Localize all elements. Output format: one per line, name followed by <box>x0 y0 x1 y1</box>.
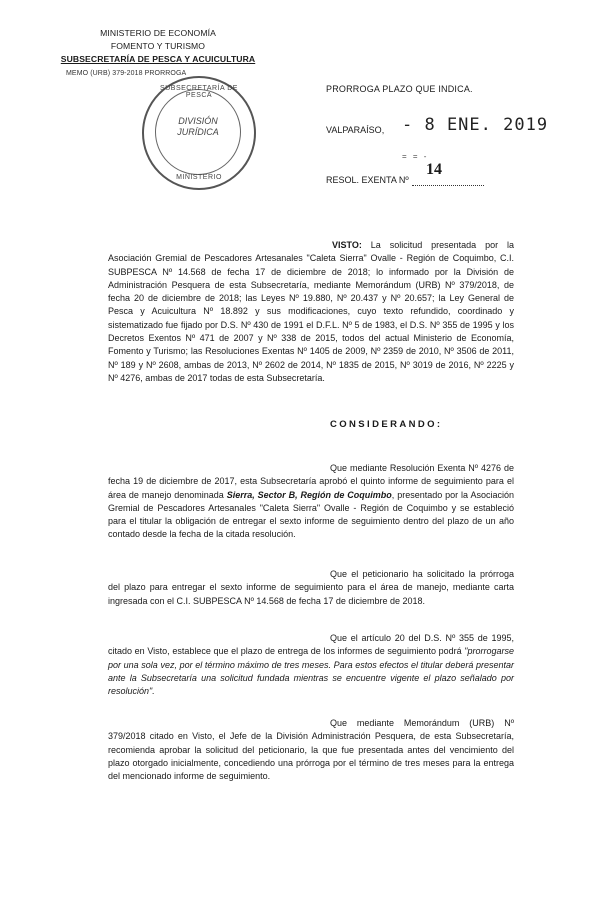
resolution-number-line <box>412 161 484 186</box>
c2-text: Que el peticionario ha solicitado la prórroga del plazo para entregar el sexto informe de seguimiento para el área de manejo, mediante carta ingresada con el C.I. SUBPESCA Nº 14.568 de fecha 17 de diciembre de 2018. <box>108 569 514 606</box>
c3-text: Que el artículo 20 del D.S. Nº 355 de 1995, citado en Visto, establece que el plazo de entrega de los informes de seguimiento podrá <box>108 633 514 657</box>
ministry-subname: FOMENTO Y TURISMO <box>110 41 206 51</box>
stamp-center-text <box>144 116 252 138</box>
resolution-number: 14 <box>426 161 442 178</box>
resol-label: RESOL. EXENTA Nº <box>326 175 409 185</box>
c1-text-a: Que mediante Resolución Exenta Nº 4276 de fecha 19 de diciembre de 2017, esta Subsecretaría aprobó el quinto informe de seguimiento para el área de manejo denominada <box>108 463 514 500</box>
stamp-center-line1: DIVISIÓN <box>178 116 218 126</box>
considerando-heading: CONSIDERANDO: <box>330 419 443 430</box>
resolution-date-stamp: - 8 ENE. 2019 <box>402 115 549 135</box>
resolution-subject: PRORROGA PLAZO QUE INDICA. <box>326 84 473 94</box>
considerando-paragraph-3 <box>108 632 514 698</box>
memo-reference: MEMO (URB) 379-2018 PRORROGA <box>66 70 187 77</box>
visto-label: VISTO: <box>332 240 362 250</box>
stamp-bottom-text: MINISTERIO <box>176 174 222 181</box>
c3-quote: "prorrogarse por una sola vez, por el término máximo de tres meses. Para estos efectos el titular deberá presentar ante la Subsecretaría una solicitud fundada mientras se encuentre vigente el plazo señalado por resolución". <box>108 646 514 697</box>
stamp-center-line2: JURÍDICA <box>177 127 219 137</box>
c1-area-name: Sierra, Sector B, Región de Coquimbo <box>226 489 392 500</box>
considerando-paragraph-1 <box>108 462 514 542</box>
stamp-top-text: SUBSECRETARÍA DE PESCA <box>160 85 238 99</box>
juridica-stamp <box>142 76 256 190</box>
visto-paragraph <box>108 239 514 385</box>
considerando-paragraph-2 <box>108 568 514 608</box>
c4-text: Que mediante Memorándum (URB) Nº 379/2018 citado en Visto, el Jefe de la División Administración Pesquera, de esta Subsecretaría, recomienda aprobar la solicitud del peticionario, la que fue presentada antes del vencimiento del plazo otorgado inicialmente, concediendo una prórroga por el término de tres meses para la entrega del mencionado informe de seguimiento. <box>108 718 514 782</box>
subsecretariat-name: SUBSECRETARÍA DE PESCA Y ACUICULTURA <box>60 54 256 64</box>
ministry-header <box>58 27 258 66</box>
ministry-name: MINISTERIO DE ECONOMÍA <box>100 28 216 38</box>
c1-text-b: , presentado por la Asociación Gremial de Pescadores Artesanales "Caleta Sierra" Ovalle - Región de Coquimbo y se estableció para el titular la obligación de entregar el sexto informe de seguimiento dentro del plazo de un año contado desde la fecha de la citada resolución. <box>108 489 514 540</box>
considerando-paragraph-4 <box>108 717 514 783</box>
visto-text: La solicitud presentada por la Asociación Gremial de Pescadores Artesanales "Caleta Sierra" Ovalle - Región de Coquimbo, C.I. SUBPESCA Nº 14.568 de fecha 17 de diciembre de 2018; lo informado por la División de Administración Pesquera de esta Subsecretaría, mediante Memorándum (URB) Nº 379/2018, de fecha 20 de diciembre de 2018; las Leyes Nº 19.880, Nº 20.437 y Nº 20.657; la Ley General de Pesca y Acuicultura Nº 18.892 y sus modificaciones, cuyo texto refundido, coordinado y sistematizado fue fijado por D.S. Nº 430 de 1991 el D.F.L. Nº 5 de 1983, el D.S. Nº 355 de 1995 y los Decretos Exentos Nº 471 de 2007 y Nº 338 de 2015, todos del actual Ministerio de Economía, Fomento y Turismo; las Resoluciones Exentas Nº 1405 de 2009, Nº 2359 de 2010, Nº 3506 de 2011, Nº 189 y Nº 2608, ambas de 2013, Nº 2602 de 2014, Nº 1835 de 2015, Nº 3019 de 2016, Nº 2225 y Nº 4276, ambas de 2017 todas de esta Subsecretaría. <box>108 240 514 383</box>
date-underline-mark: = = - <box>402 152 429 161</box>
place-label: VALPARAÍSO, <box>326 125 385 135</box>
